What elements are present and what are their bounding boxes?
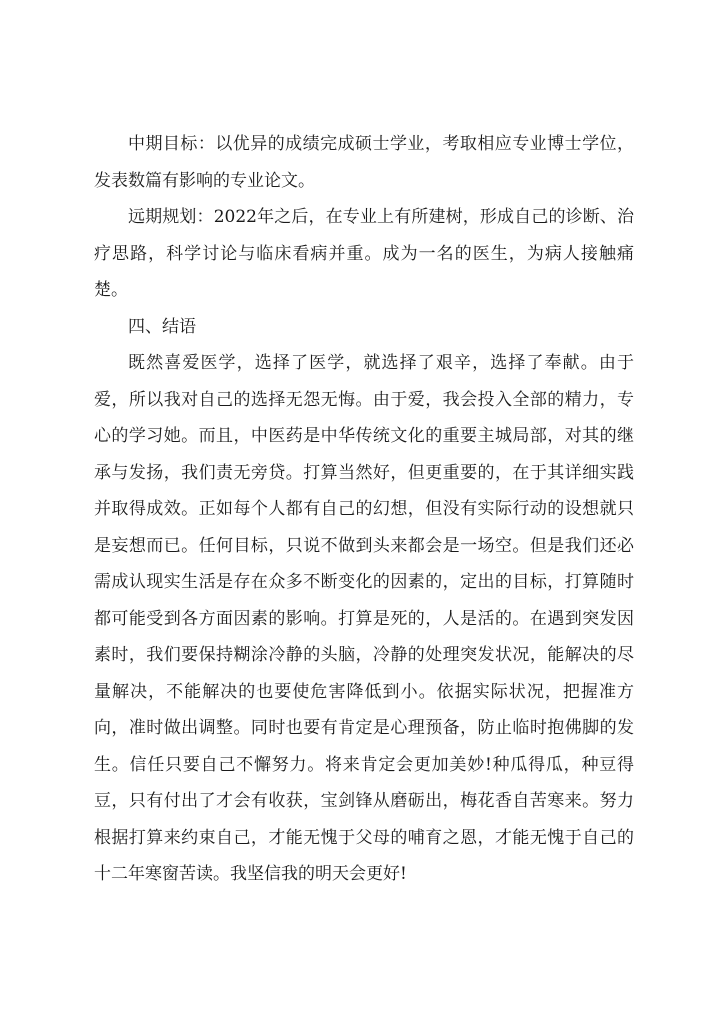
document-body: [94, 126, 634, 893]
section-heading-conclusion: 四、结语: [128, 316, 196, 337]
paragraph-mid-term-goal: 中期目标：以优异的成绩完成硕士学业，考取相应专业博士学位，发表数篇有影响的专业论文。: [94, 134, 634, 191]
paragraph-long-term-plan: 远期规划：2022年之后，在专业上有所建树，形成自己的诊断、治疗思路，科学讨论与临床看病并重。成为一名的医生，为病人接触痛楚。: [94, 207, 634, 300]
paragraph-conclusion: 既然喜爱医学，选择了医学，就选择了艰辛，选择了奉献。由于爱，所以我对自己的选择无怨无悔。由于爱，我会投入全部的精力，专心的学习她。而且，中医药是中华传统文化的重要主城局部，对其的继承与发扬，我们责无旁贷。打算当然好，但更重要的，在于其详细实践并取得成效。正如每个人都有自己的幻想，但没有实际行动的设想就只是妄想而已。任何目标，只说不做到头来都会是一场空。但是我们还必需成认现实生活是存在众多不断变化的因素的，定出的目标，打算随时都可能受到各方面因素的影响。打算是死的，人是活的。在遇到突发因素时，我们要保持糊涂冷静的头脑，冷静的处理突发状况，能解决的尽量解决，不能解决的也要使危害降低到小。依据实际状况，把握准方向，准时做出调整。同时也要有肯定是心理预备，防止临时抱佛脚的发生。信任只要自己不懈努力。将来肯定会更加美妙!种瓜得瓜，种豆得豆，只有付出了才会有收获，宝剑锋从磨砺出，梅花香自苦寒来。努力根据打算来约束自己，才能无愧于父母的哺育之恩，才能无愧于自己的十二年寒窗苦读。我坚信我的明天会更好!: [94, 353, 634, 884]
